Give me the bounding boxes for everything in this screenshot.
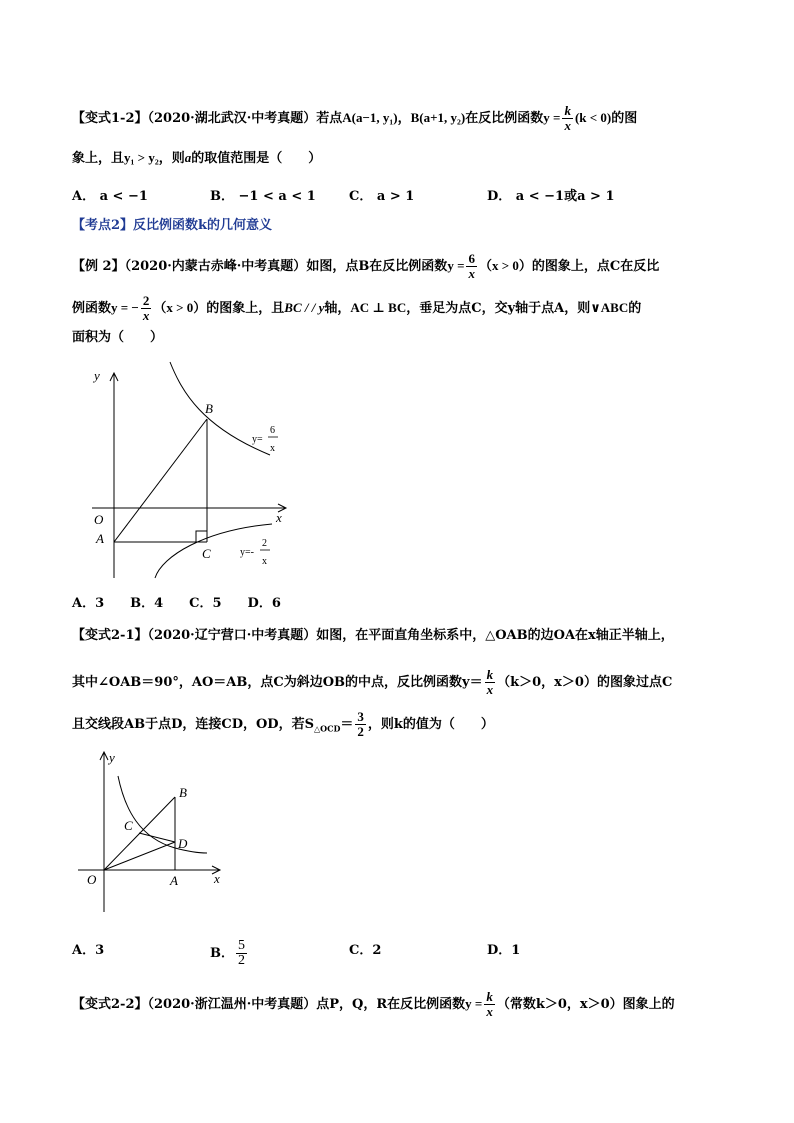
- v21-l3b: ＝: [340, 717, 354, 732]
- v22-frac-den: x: [486, 1004, 493, 1019]
- ex2-tag: 【例 2】: [72, 259, 125, 274]
- fig2-label-y: y: [109, 750, 115, 765]
- v21-tag: 【变式2-1】: [72, 628, 148, 643]
- v21-frac2-num: 3: [357, 709, 364, 724]
- v12-text1: 若点: [316, 111, 343, 126]
- v22-fraction: [484, 990, 495, 1019]
- ex2-figure: [80, 360, 300, 585]
- v21-fraction: [485, 668, 496, 697]
- v12-point-a: A(a−1, y₁): [342, 110, 398, 125]
- kaodian2-title: 反比例函数k的几何意义: [133, 218, 273, 233]
- v21-l2b: （k＞0，x＞0）的图象过点C: [497, 675, 673, 690]
- v12-ineq: y₁ > y₂: [124, 150, 159, 165]
- v12-text3: 的图: [611, 111, 638, 126]
- fig1-label-y: y: [94, 368, 100, 383]
- v21-option-b: [210, 939, 249, 968]
- v12-l2a: 象上，且: [72, 151, 125, 166]
- ex2-l2c: 轴，: [324, 301, 351, 316]
- ex2-text1: 如图，点B在反比例函数: [306, 259, 448, 274]
- v21-fraction2: [355, 710, 366, 739]
- v12-source: （2020·湖北武汉·中考真题）: [147, 111, 317, 126]
- fig1-f2-num: 2: [262, 538, 267, 549]
- v21-sub: △OCD: [313, 723, 341, 734]
- ex2-l3: 面积为（ ）: [72, 330, 164, 345]
- v22-line1: [72, 990, 675, 1019]
- fig2-label-b: B: [179, 785, 187, 800]
- v22-tag: 【变式2-2】: [72, 997, 148, 1012]
- v21-l3a: 且交线段AB于点D，连接CD，OD，若S: [72, 717, 314, 732]
- v21-l3c: ，则k的值为（ ）: [367, 717, 494, 732]
- ex2-l2d: ，垂足为点C，交y轴于点A，则: [406, 301, 591, 316]
- v21-figure: [70, 745, 230, 915]
- fig1-label-c: C: [202, 546, 211, 561]
- ex2-frac-den: x: [468, 266, 475, 281]
- ex2-options: A．3 B．4 C．5 D．6: [72, 596, 281, 611]
- ex2-parallel: BC / / y: [284, 300, 325, 315]
- v21-option-b-den: 2: [238, 953, 245, 968]
- ex2-func2-pre: y = −: [111, 300, 139, 315]
- v22-func-pre: y =: [465, 996, 483, 1011]
- fig2-label-o: O: [87, 872, 97, 887]
- fig2-label-c: C: [124, 818, 133, 833]
- v12-line2: [72, 148, 321, 169]
- fig1-f2-pre: y=-: [240, 547, 254, 558]
- fig1-label-a: A: [96, 531, 104, 546]
- ex2-frac2-num: 2: [142, 293, 150, 308]
- v22-source: （2020·浙江温州·中考真题）: [147, 997, 317, 1012]
- v21-frac-den: x: [486, 682, 494, 697]
- v12-frac-num: k: [564, 103, 571, 118]
- fig1-f1-num: 6: [270, 425, 275, 436]
- v22-text1: 点P，Q，R在反比例函数: [316, 997, 466, 1012]
- fig1-f2-den: x: [262, 556, 267, 567]
- ex2-cond2: （x > 0）: [153, 300, 207, 315]
- v21-option-a: A．3: [72, 943, 105, 958]
- v21-option-c: C．2: [349, 943, 382, 958]
- v12-option-d: D． a < −1或a > 1: [487, 189, 615, 204]
- ex2-frac2-den: x: [142, 308, 150, 323]
- ex2-line1: [72, 252, 659, 281]
- v21-frac2-den: 2: [357, 724, 364, 739]
- ex2-fraction: [466, 252, 477, 281]
- v22-frac-num: k: [486, 989, 493, 1004]
- v21-l2a: 其中∠OAB＝90°，AO＝AB，点C为斜边OB的中点，反比例函数y＝: [72, 675, 483, 690]
- fig2-label-a: A: [170, 873, 178, 888]
- v12-option-b: B． −1 < a < 1: [210, 189, 316, 204]
- fig1-label-o: O: [94, 512, 104, 527]
- v12-option-a: A． a < −1: [72, 189, 148, 204]
- v21-option-b-label: B．: [210, 946, 234, 961]
- fig1-curve-lower: [155, 524, 272, 578]
- ex2-line3: [72, 328, 163, 348]
- ex2-func-pre: y =: [447, 258, 465, 273]
- ex2-line2: [72, 294, 641, 323]
- fig2-segment-od: [104, 842, 175, 870]
- v21-line2: [72, 668, 672, 697]
- v21-line1: [72, 626, 674, 646]
- ex2-l2a: 例函数: [72, 301, 112, 316]
- v21-source: （2020·辽宁营口·中考真题）: [147, 628, 317, 643]
- ex2-triangle: ∨ABC: [590, 300, 629, 315]
- ex2-source: （2020·内蒙古赤峰·中考真题）: [124, 259, 307, 274]
- fig2-label-x: x: [214, 871, 220, 886]
- v12-sep: ，: [397, 111, 411, 126]
- v21-line3: [72, 710, 494, 739]
- v21-text1: 如图，在平面直角坐标系中，△OAB的边OA在x轴正半轴上，: [316, 628, 674, 643]
- v12-tag: 【变式1-2】: [72, 111, 148, 126]
- v21-frac-num: k: [486, 667, 494, 682]
- v12-func-pre: y =: [543, 110, 561, 125]
- ex2-fraction2: [141, 294, 152, 323]
- v12-l2c: 的取值范围是（ ）: [191, 151, 322, 166]
- ex2-l2b: 的图象上，且: [206, 301, 285, 316]
- ex2-cond: （x > 0）: [478, 258, 532, 273]
- v12-line1: [72, 104, 637, 133]
- v12-l2b: ，则: [158, 151, 185, 166]
- v21-option-b-num: 5: [238, 938, 245, 953]
- ex2-perp: AC ⊥ BC: [350, 300, 407, 315]
- v12-option-c: C． a > 1: [349, 189, 415, 204]
- fig1-label-x: x: [276, 510, 282, 525]
- fig1-label-b: B: [205, 401, 213, 416]
- kaodian2-heading: [72, 216, 272, 236]
- v12-avar: a: [184, 150, 192, 165]
- fig1-f1-pre: y=: [252, 434, 263, 445]
- v12-frac-den: x: [564, 118, 571, 133]
- v21-option-b-fraction: [236, 939, 247, 968]
- fig2-label-d: D: [178, 836, 188, 851]
- v12-text2: 在反比例函数: [465, 111, 544, 126]
- fig1-f1-den: x: [270, 443, 275, 454]
- v12-cond: (k < 0): [574, 110, 612, 125]
- ex2-frac-num: 6: [468, 251, 475, 266]
- v12-point-b: B(a+1, y₂): [410, 110, 466, 125]
- v12-fraction: [562, 104, 573, 133]
- kaodian2-tag: 【考点2】: [72, 218, 134, 233]
- ex2-text2: 的图象上，点C在反比: [531, 259, 660, 274]
- fig1-segment-ab: [114, 419, 207, 542]
- v22-text2: （常数k＞0，x＞0）图象上的: [496, 997, 675, 1012]
- ex2-l2e: 的: [628, 301, 642, 316]
- v21-option-d: D．1: [487, 943, 521, 958]
